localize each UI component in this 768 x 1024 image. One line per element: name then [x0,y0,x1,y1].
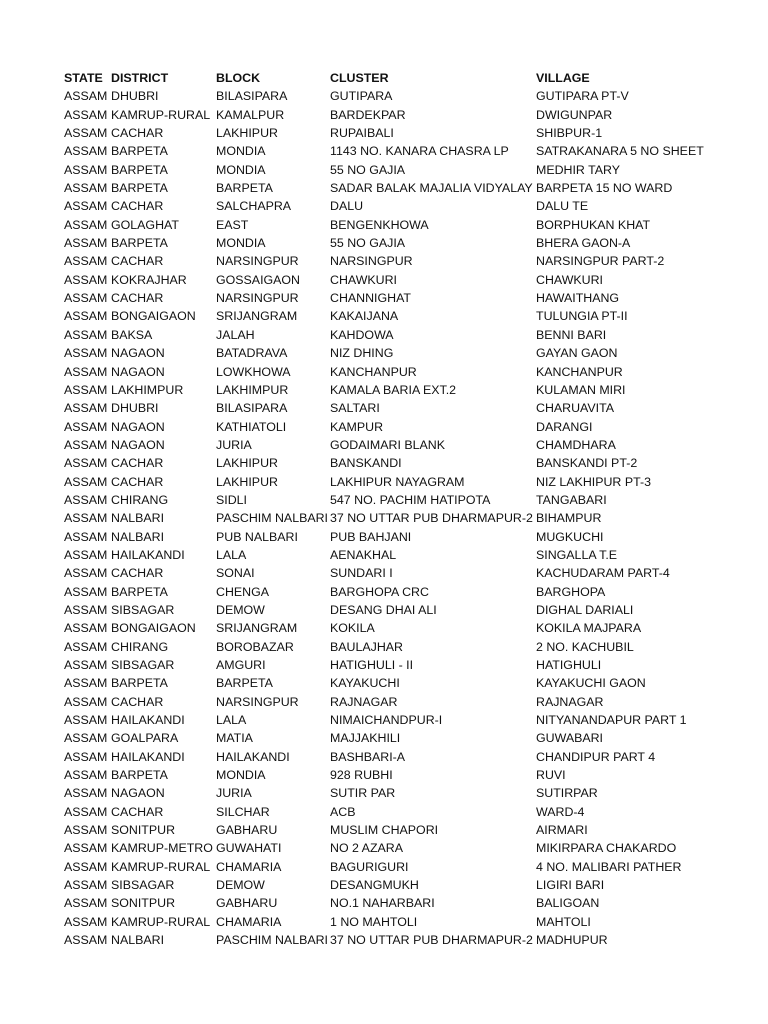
table-row [64,711,754,729]
cell-village: RUVI [536,768,566,783]
cell-block: EAST [216,217,249,232]
cell-state: ASSAM [64,804,108,819]
cell-village: RAJNAGAR [536,694,604,709]
cell-village: LIGIRI BARI [536,878,605,893]
cell-state: ASSAM [64,786,108,801]
cell-district: BARPETA [111,162,168,177]
cell-block: SIDLI [216,492,247,507]
cell-cluster: SADAR BALAK MAJALIA VIDYALAY [330,181,533,196]
cell-district: CACHAR [111,126,164,141]
cell-village: BALIGOAN [536,896,600,911]
cell-cluster: BARDEKPAR [330,107,406,122]
cell-cluster: GODAIMARI BLANK [330,437,445,452]
cell-village: MUGKUCHI [536,529,604,544]
cell-block: JURIA [216,786,252,801]
cell-cluster: BENGENKHOWA [330,217,429,232]
cell-district: CACHAR [111,199,164,214]
cell-village: KOKILA MAJPARA [536,621,642,636]
cell-cluster: 37 NO UTTAR PUB DHARMAPUR-2 [330,511,533,526]
cell-block: LAKHIPUR [216,456,278,471]
cell-block: NARSINGPUR [216,694,299,709]
cell-district: BARPETA [111,144,168,159]
table-row [64,894,754,912]
cell-cluster: HATIGHULI - II [330,658,414,672]
cell-cluster: KAYAKUCHI [330,676,400,691]
cell-cluster: KAHDOWA [330,327,394,342]
cell-state: ASSAM [64,547,108,562]
cell-block: JALAH [216,327,255,342]
cell-district: NAGAON [111,786,165,801]
cell-state: ASSAM [64,511,108,526]
cell-state: ASSAM [64,768,108,783]
header-state: STATE [64,71,103,85]
cell-village: MIKIRPARA CHAKARDO [536,841,677,856]
cell-state: ASSAM [64,382,108,397]
cell-block: GUWAHATI [216,841,282,856]
cell-cluster: NO 2 AZARA [330,841,403,856]
table-row [64,858,754,876]
cell-cluster: RAJNAGAR [330,694,398,709]
cell-village: SATRAKANARA 5 NO SHEET [536,144,704,159]
cell-village: NIZ LAKHIPUR PT-3 [536,474,651,489]
cell-block: NARSINGPUR [216,291,299,306]
cell-state: ASSAM [64,272,108,287]
data-table [64,69,754,950]
cell-village: KULAMAN MIRI [536,382,626,397]
cell-district: KAMRUP-METRO [111,841,213,856]
cell-state: ASSAM [64,437,108,452]
cell-village: TULUNGIA PT-II [536,309,628,324]
cell-block: JURIA [216,437,252,452]
cell-state: ASSAM [64,456,108,471]
cell-district: CACHAR [111,694,164,709]
cell-village: MEDHIR TARY [536,162,620,177]
cell-cluster: KAMALA BARIA EXT.2 [330,382,457,397]
cell-district: SIBSAGAR [111,878,175,893]
cell-state: ASSAM [64,364,108,379]
cell-cluster: BAGURIGURI [330,859,409,874]
cell-cluster: 1143 NO. KANARA CHASRA LP [330,144,509,159]
cell-district: BAKSA [111,327,153,342]
cell-village: 4 NO. MALIBARI PATHER [536,859,682,874]
cell-block: GOSSAIGAON [216,272,300,287]
cell-block: LAKHIMPUR [216,382,289,397]
table-row [64,234,754,252]
cell-block: MONDIA [216,768,266,783]
cell-cluster: 55 NO GAJIA [330,162,406,177]
cell-village: GUTIPARA PT-V [536,89,629,104]
cell-district: HAILAKANDI [111,749,185,764]
header-cluster: CLUSTER [330,71,389,85]
cell-village: SUTIRPAR [536,786,598,801]
cell-block: DEMOW [216,878,265,893]
cell-block: BATADRAVA [216,346,288,361]
cell-state: ASSAM [64,89,108,104]
cell-district: KOKRAJHAR [111,272,187,287]
cell-district: CACHAR [111,291,164,306]
cell-cluster: MAJJAKHILI [330,731,401,746]
cell-village: DWIGUNPAR [536,107,613,122]
cell-block: BILASIPARA [216,89,288,104]
table-row [64,307,754,325]
cell-block: LAKHIPUR [216,126,278,141]
header-district: DISTRICT [111,71,169,85]
cell-district: HAILAKANDI [111,547,185,562]
cell-village: KANCHANPUR [536,364,623,379]
table-row [64,124,754,142]
table-row [64,509,754,527]
cell-block: PASCHIM NALBARI [216,933,328,948]
cell-state: ASSAM [64,584,108,599]
cell-state: ASSAM [64,199,108,214]
cell-state: ASSAM [64,291,108,306]
table-row [64,656,754,674]
cell-block: CHAMARIA [216,859,282,874]
cell-district: LAKHIMPUR [111,382,184,397]
table-row [64,693,754,711]
cell-cluster: CHAWKURI [330,272,397,287]
cell-village: BHERA GAON-A [536,236,631,251]
cell-village: SHIBPUR-1 [536,126,603,141]
table-row [64,766,754,784]
table-row [64,436,754,454]
cell-block: DEMOW [216,602,265,617]
table-header-row [64,69,754,87]
table-row [64,344,754,362]
cell-cluster: PUB BAHJANI [330,529,412,544]
cell-state: ASSAM [64,126,108,141]
cell-state: ASSAM [64,217,108,232]
cell-block: GABHARU [216,896,278,911]
cell-state: ASSAM [64,107,108,122]
cell-state: ASSAM [64,639,108,654]
cell-district: CHIRANG [111,492,169,507]
cell-cluster: ACB [330,804,356,819]
cell-district: CHIRANG [111,639,169,654]
cell-village: MADHUPUR [536,933,608,948]
cell-district: NAGAON [111,419,165,434]
cell-state: ASSAM [64,602,108,617]
cell-block: MONDIA [216,144,266,159]
table-row [64,454,754,472]
cell-village: CHAWKURI [536,272,603,287]
cell-state: ASSAM [64,749,108,764]
table-row [64,619,754,637]
cell-district: NALBARI [111,933,165,948]
cell-block: BARPETA [216,181,273,196]
cell-village: BENNI BARI [536,327,607,342]
cell-cluster: GUTIPARA [330,89,393,104]
cell-state: ASSAM [64,859,108,874]
cell-district: SIBSAGAR [111,602,175,617]
cell-state: ASSAM [64,309,108,324]
cell-state: ASSAM [64,327,108,342]
cell-village: AIRMARI [536,823,588,838]
cell-cluster: SALTARI [330,401,380,416]
cell-village: DARANGI [536,419,593,434]
cell-village: BARGHOPA [536,584,606,599]
cell-cluster: CHANNIGHAT [330,291,411,306]
table-row [64,142,754,160]
table-row [64,729,754,747]
cell-cluster: BAULAJHAR [330,639,403,654]
cell-state: ASSAM [64,914,108,929]
table-row [64,106,754,124]
cell-block: BILASIPARA [216,401,288,416]
cell-cluster: KOKILA [330,621,375,636]
cell-cluster: NIZ DHING [330,346,394,361]
cell-state: ASSAM [64,694,108,709]
cell-cluster: LAKHIPUR NAYAGRAM [330,474,465,489]
header-village: VILLAGE [536,71,590,85]
cell-cluster: 55 NO GAJIA [330,236,406,251]
cell-cluster: 37 NO UTTAR PUB DHARMAPUR-2 [330,933,533,948]
table-row [64,289,754,307]
cell-block: LAKHIPUR [216,474,278,489]
table-row [64,748,754,766]
table-row [64,473,754,491]
cell-cluster: BANSKANDI [330,456,402,471]
cell-state: ASSAM [64,162,108,177]
cell-block: PASCHIM NALBARI [216,511,328,526]
cell-cluster: KAKAIJANA [330,309,399,324]
cell-block: LALA [216,547,247,562]
cell-district: GOLAGHAT [111,217,179,232]
cell-village: DALU TE [536,199,589,214]
table-row [64,363,754,381]
cell-village: HATIGHULI [536,658,602,672]
cell-block: BOROBAZAR [216,639,294,654]
cell-village: KACHUDARAM PART-4 [536,566,670,581]
table-row [64,546,754,564]
cell-block: BARPETA [216,676,273,691]
cell-cluster: DESANGMUKH [330,878,419,893]
cell-district: CACHAR [111,566,164,581]
cell-village: BORPHUKAN KHAT [536,217,651,232]
cell-cluster: AENAKHAL [330,547,397,562]
cell-block: SRIJANGRAM [216,621,298,636]
cell-cluster: MUSLIM CHAPORI [330,823,439,838]
cell-cluster: SUNDARI I [330,566,393,581]
cell-district: SONITPUR [111,823,176,838]
cell-cluster: SUTIR PAR [330,786,396,801]
table-row [64,784,754,802]
cell-cluster: RUPAIBALI [330,126,394,141]
cell-village: CHARUAVITA [536,401,615,416]
cell-cluster: KAMPUR [330,419,384,434]
cell-district: BARPETA [111,236,168,251]
table-row [64,179,754,197]
cell-state: ASSAM [64,823,108,838]
cell-state: ASSAM [64,401,108,416]
cell-village: KAYAKUCHI GAON [536,676,646,691]
cell-cluster: 547 NO. PACHIM HATIPOTA [330,492,491,507]
table-row [64,564,754,582]
cell-state: ASSAM [64,144,108,159]
cell-block: AMGURI [216,658,266,672]
cell-state: ASSAM [64,492,108,507]
cell-state: ASSAM [64,529,108,544]
cell-district: BARPETA [111,768,168,783]
cell-district: BARPETA [111,181,168,196]
table-body [64,87,754,949]
cell-block: CHENGA [216,584,270,599]
cell-state: ASSAM [64,676,108,691]
cell-block: MONDIA [216,162,266,177]
cell-state: ASSAM [64,566,108,581]
table-row [64,821,754,839]
cell-village: HAWAITHANG [536,291,620,306]
cell-block: SRIJANGRAM [216,309,298,324]
table-row [64,381,754,399]
cell-cluster: BARGHOPA CRC [330,584,429,599]
table-row [64,216,754,234]
table-row [64,583,754,601]
cell-state: ASSAM [64,731,108,746]
cell-district: NAGAON [111,364,165,379]
cell-cluster: NIMAICHANDPUR-I [330,713,443,728]
cell-cluster: KANCHANPUR [330,364,417,379]
cell-cluster: BASHBARI-A [330,749,406,764]
cell-district: KAMRUP-RURAL [111,107,211,122]
cell-cluster: 1 NO MAHTOLI [330,914,418,929]
cell-village: DIGHAL DARIALI [536,602,634,617]
cell-district: SIBSAGAR [111,658,175,672]
cell-block: MONDIA [216,236,266,251]
cell-village: NARSINGPUR PART-2 [536,254,665,269]
cell-district: KAMRUP-RURAL [111,859,211,874]
cell-village: CHAMDHARA [536,437,616,452]
cell-block: KAMALPUR [216,107,285,122]
cell-village: GUWABARI [536,731,604,746]
cell-district: NALBARI [111,511,165,526]
cell-state: ASSAM [64,621,108,636]
cell-district: SONITPUR [111,896,176,911]
cell-village: TANGABARI [536,492,607,507]
cell-village: GAYAN GAON [536,346,618,361]
cell-district: BARPETA [111,584,168,599]
cell-district: NAGAON [111,346,165,361]
cell-state: ASSAM [64,878,108,893]
cell-district: DHUBRI [111,401,159,416]
table-row [64,601,754,619]
table-row [64,913,754,931]
cell-district: BARPETA [111,676,168,691]
cell-block: NARSINGPUR [216,254,299,269]
cell-block: LALA [216,713,247,728]
cell-block: PUB NALBARI [216,529,298,544]
cell-village: CHANDIPUR PART 4 [536,749,656,764]
cell-block: KATHIATOLI [216,419,287,434]
cell-village: BANSKANDI PT-2 [536,456,638,471]
cell-state: ASSAM [64,181,108,196]
cell-village: 2 NO. KACHUBIL [536,639,634,654]
cell-state: ASSAM [64,346,108,361]
table-row [64,252,754,270]
cell-block: SONAI [216,566,255,581]
cell-district: KAMRUP-RURAL [111,914,211,929]
cell-block: MATIA [216,731,253,746]
cell-cluster: NO.1 NAHARBARI [330,896,435,911]
cell-state: ASSAM [64,933,108,948]
table-row [64,638,754,656]
cell-village: BARPETA 15 NO WARD [536,181,673,196]
cell-district: CACHAR [111,804,164,819]
cell-state: ASSAM [64,713,108,728]
cell-block: SALCHAPRA [216,199,292,214]
cell-district: BONGAIGAON [111,621,196,636]
table-row [64,418,754,436]
cell-state: ASSAM [64,474,108,489]
cell-village: NITYANANDAPUR PART 1 [536,713,687,728]
table-row [64,399,754,417]
table-row [64,491,754,509]
table-row [64,803,754,821]
cell-state: ASSAM [64,896,108,911]
cell-district: CACHAR [111,474,164,489]
cell-block: SILCHAR [216,804,270,819]
cell-cluster: 928 RUBHI [330,768,393,783]
cell-district: CACHAR [111,254,164,269]
cell-village: MAHTOLI [536,914,591,929]
cell-district: HAILAKANDI [111,713,185,728]
table-row [64,326,754,344]
cell-village: WARD-4 [536,804,585,819]
table-row [64,161,754,179]
cell-village: BIHAMPUR [536,511,602,526]
cell-cluster: DALU [330,199,364,214]
table-row [64,528,754,546]
cell-block: CHAMARIA [216,914,282,929]
cell-district: GOALPARA [111,731,179,746]
cell-block: GABHARU [216,823,278,838]
table-row [64,876,754,894]
table-row [64,87,754,105]
header-block: BLOCK [216,71,261,85]
cell-district: NALBARI [111,529,165,544]
cell-state: ASSAM [64,658,108,672]
cell-block: LOWKHOWA [216,364,291,379]
table-row [64,839,754,857]
cell-state: ASSAM [64,254,108,269]
cell-cluster: NARSINGPUR [330,254,413,269]
table-row [64,931,754,949]
table-row [64,674,754,692]
cell-state: ASSAM [64,236,108,251]
cell-district: CACHAR [111,456,164,471]
table-row [64,271,754,289]
cell-district: DHUBRI [111,89,159,104]
cell-state: ASSAM [64,419,108,434]
cell-village: SINGALLA T.E [536,547,618,562]
cell-block: HAILAKANDI [216,749,290,764]
cell-state: ASSAM [64,841,108,856]
cell-district: BONGAIGAON [111,309,196,324]
table-row [64,197,754,215]
cell-district: NAGAON [111,437,165,452]
cell-cluster: DESANG DHAI ALI [330,602,437,617]
